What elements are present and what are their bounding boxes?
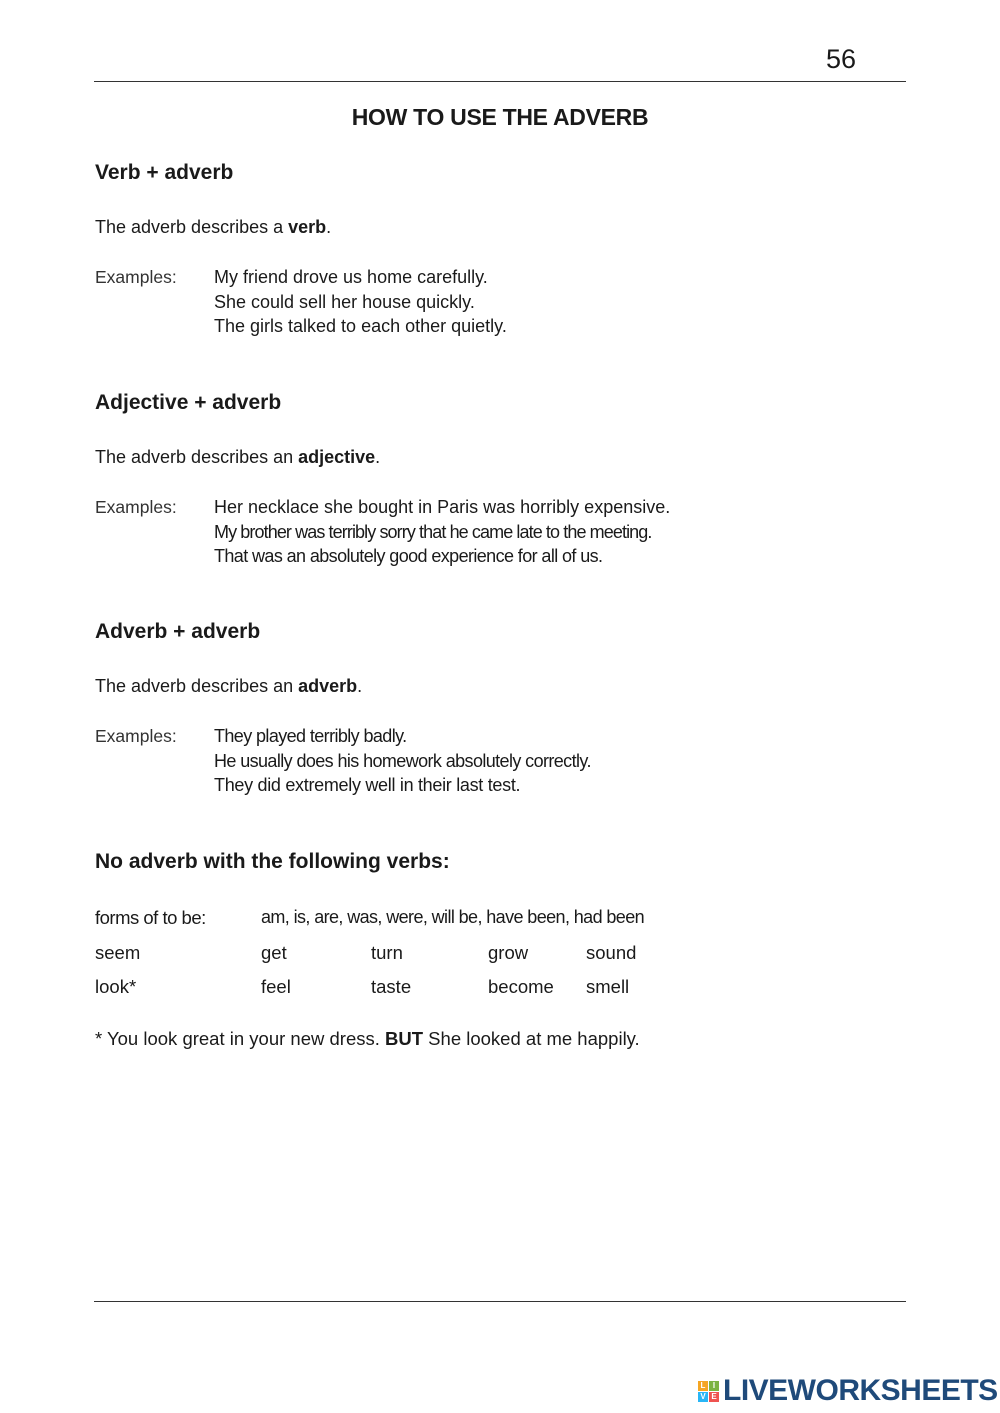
example-line: They did extremely well in their last test. [214,775,521,795]
verb-cell: smell [586,976,630,997]
example-line: My brother was terribly sorry that he came late to the meeting. [214,521,652,542]
footer-rule [94,1301,906,1302]
verb-cell: get [261,942,287,963]
brand-name: LIVEWORKSHEETS [723,1374,998,1407]
examples-label: Examples: [95,267,177,287]
description-text: The adverb describes an [95,447,299,467]
liveworksheets-icon [698,1381,719,1402]
verb-cell: seem [95,942,141,963]
description-text: The adverb describes a [95,217,289,237]
verb-cell: feel [261,976,291,997]
section-heading-adverb: Adverb + adverb [95,620,261,643]
examples-label: Examples: [95,726,177,746]
example-line: That was an absolutely good experience for all of us. [214,546,603,566]
to-be-label: forms of to be: [95,907,206,928]
example-line: They played terribly badly. [214,726,407,746]
footnote-text-end: She looked at me happily. [423,1028,640,1049]
section-description-verb [95,217,331,238]
section-heading-no-adverb: No adverb with the following verbs: [95,850,450,873]
section-heading-verb: Verb + adverb [95,161,234,184]
logo-tile: L [698,1381,708,1391]
example-line: My friend drove us home carefully. [214,267,488,287]
footnote-keyword: BUT [385,1028,424,1049]
verb-cell: turn [371,942,403,963]
description-keyword: adverb [298,676,358,696]
verb-cell: look* [95,976,137,997]
verb-cell: sound [586,942,637,963]
description-keyword: verb [288,217,327,237]
example-line: He usually does his homework absolutely correctly. [214,750,591,771]
examples-list [214,495,670,569]
verb-cell: grow [488,942,529,963]
section-description-adverb [95,676,362,697]
description-end: . [357,676,363,696]
page-title: HOW TO USE THE ADVERB [351,104,649,130]
verb-cell: taste [371,976,412,997]
header-rule [94,81,906,82]
section-description-adjective [95,447,380,468]
page-number: 56 [826,44,857,74]
description-end: . [326,217,332,237]
examples-list [214,724,591,798]
footnote [95,1028,640,1050]
description-keyword: adjective [298,447,376,467]
examples-label: Examples: [95,497,177,517]
description-end: . [375,447,381,467]
description-text: The adverb describes an [95,676,299,696]
logo-tile: V [698,1392,708,1402]
footnote-text: * You look great in your new dress. [95,1028,386,1049]
example-line: Her necklace she bought in Paris was horribly expensive. [214,497,671,517]
example-line: She could sell her house quickly. [214,291,475,312]
to-be-forms: am, is, are, was, were, will be, have been, had been [261,907,645,927]
verb-cell: become [488,976,554,997]
logo-tile: E [709,1392,719,1402]
section-heading-adjective: Adjective + adverb [95,391,282,414]
logo-tile: I [709,1381,719,1391]
example-line: The girls talked to each other quietly. [214,316,507,336]
liveworksheets-logo[interactable] [698,1374,998,1408]
examples-list [214,265,507,339]
